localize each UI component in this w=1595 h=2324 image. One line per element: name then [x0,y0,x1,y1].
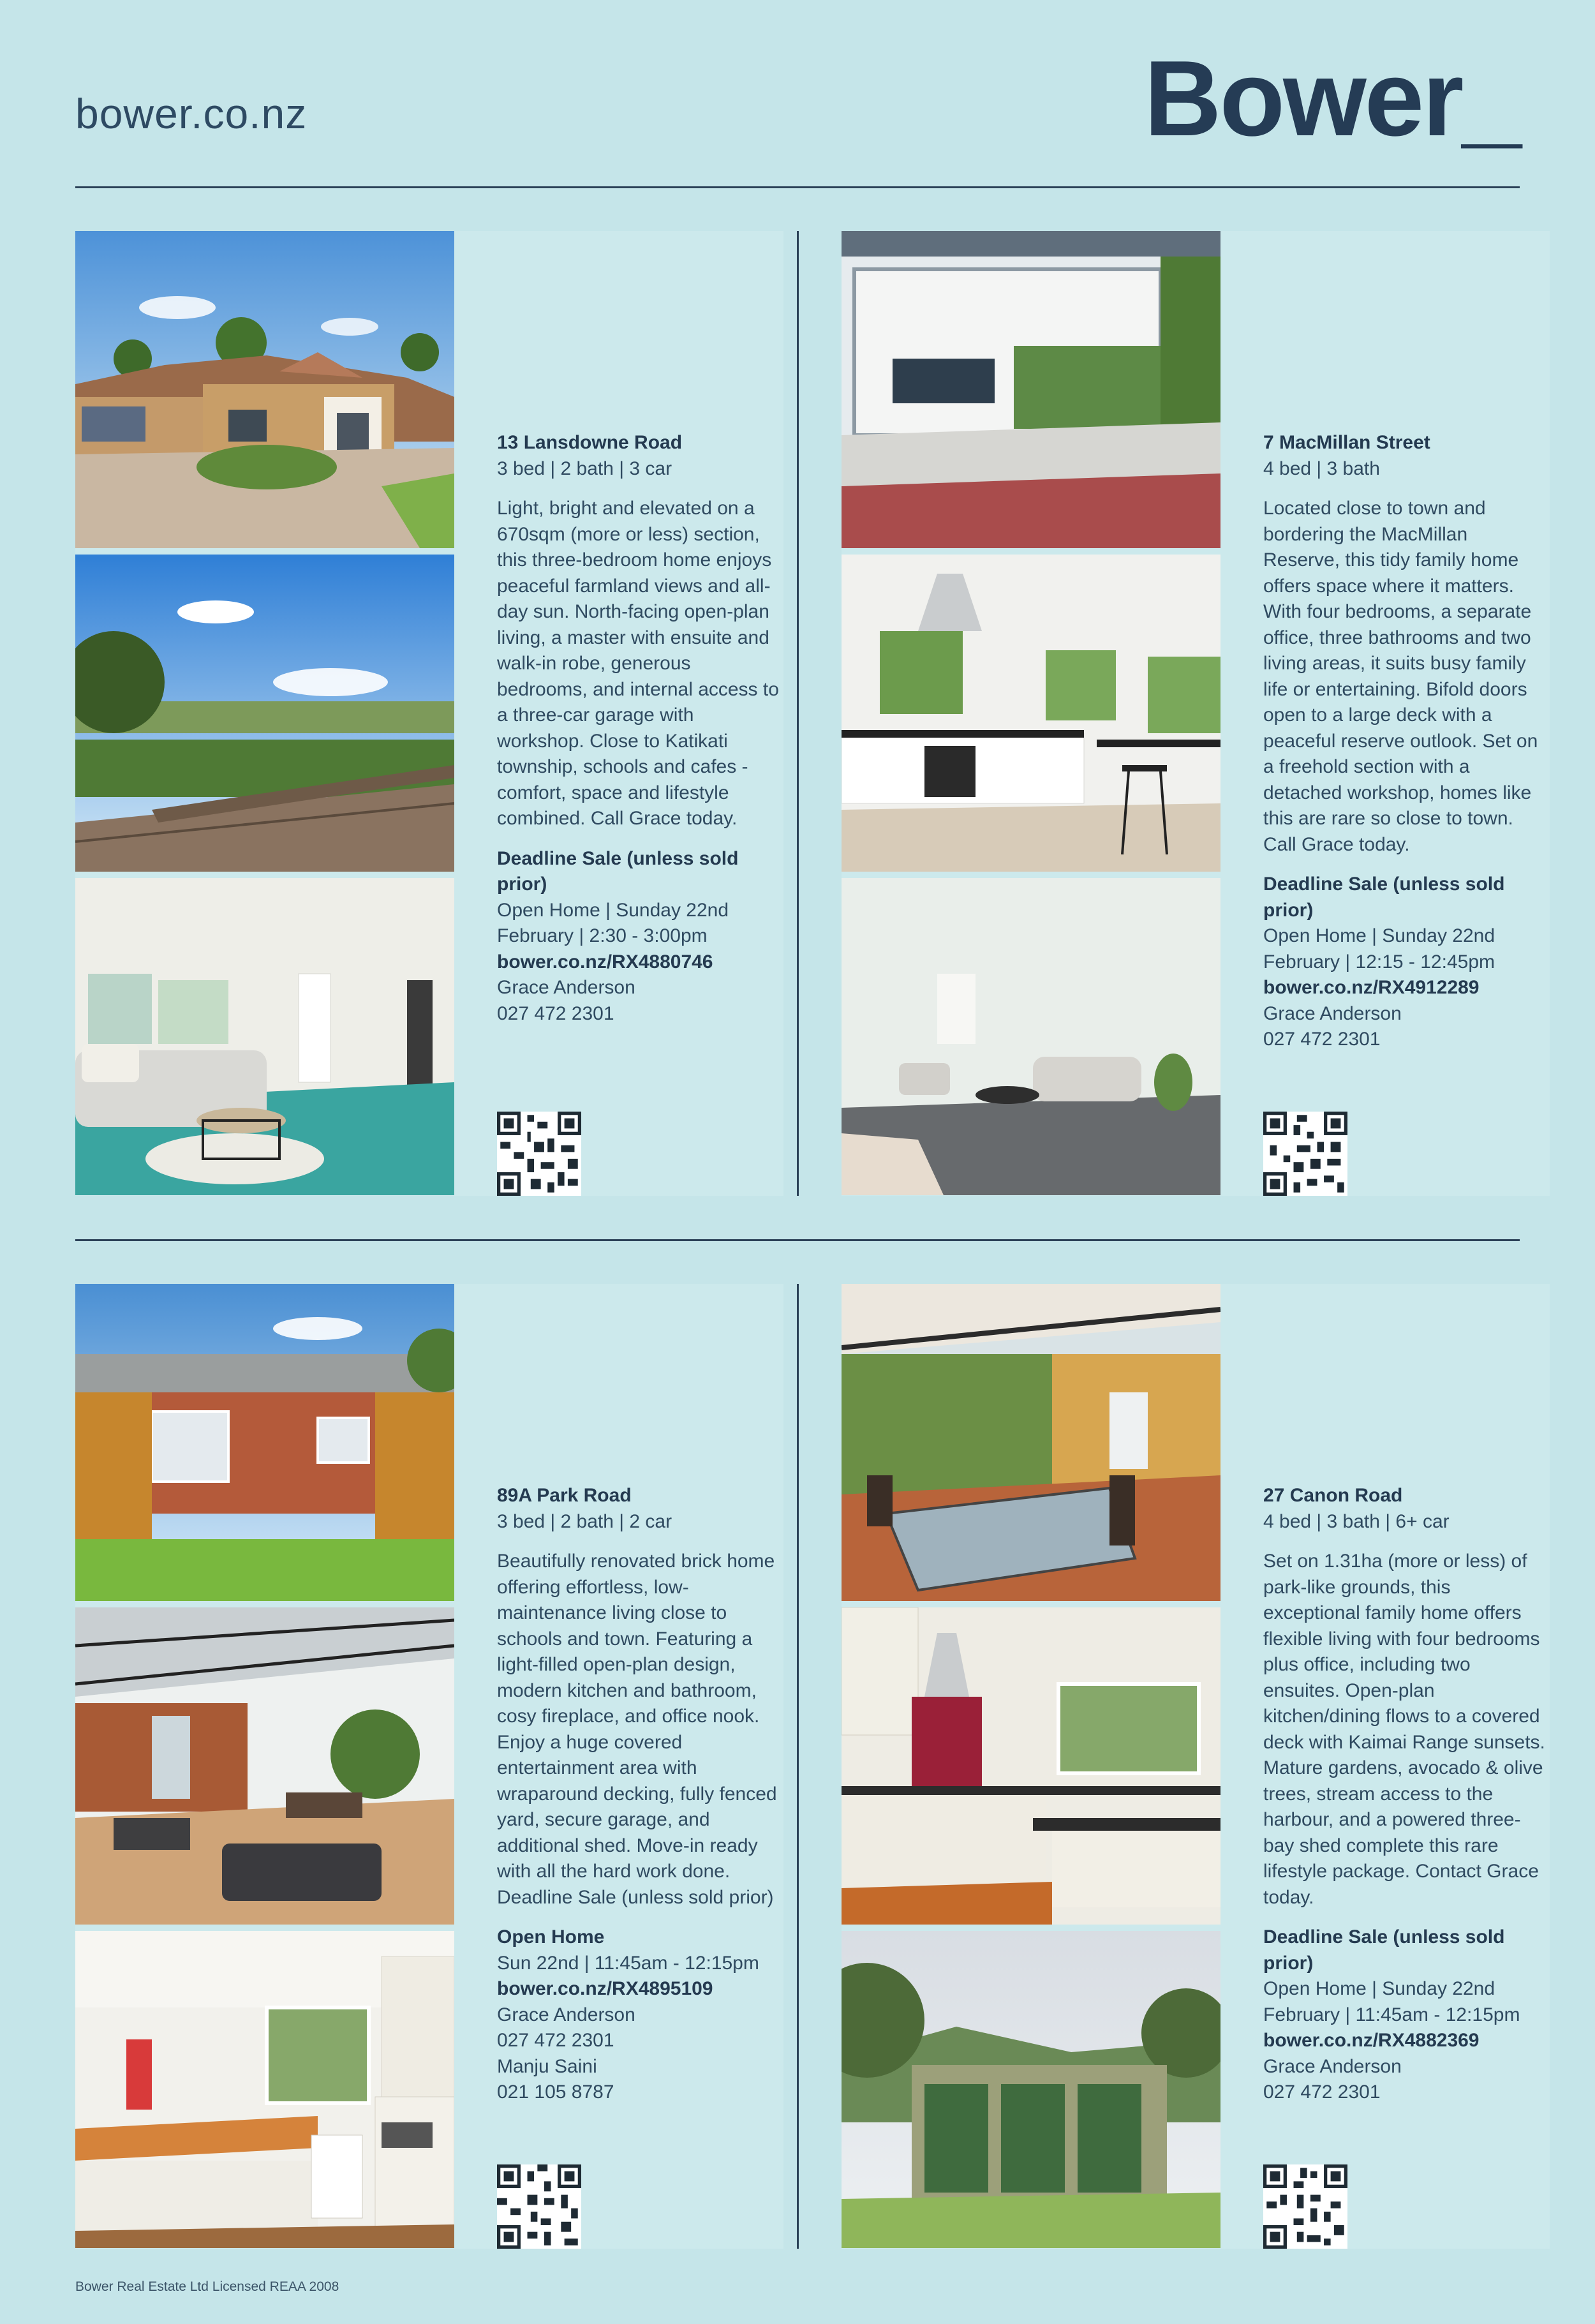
sale-method: Deadline Sale (unless sold prior) [1263,874,1505,921]
listing-address: 7 MacMillan Street [1263,432,1430,453]
agent-name: Grace Anderson [1263,2055,1402,2077]
listing-description: Light, bright and elevated on a 670sqm (more or less) section, this three-bedroom home enjoys peaceful farmland views and all-day sun. North-facing open-plan living, a master with ensuite and walk-in robe, generous bedrooms, and internal access to a three-car garage with workshop. Close to Katikati township, schools and cafes - comfort, space and lifestyle combined. Call Grace today. [497,498,779,829]
open-home: Open Home | Sunday 22nd February | 11:45am - 12:15pm [1263,1978,1520,2025]
sale-method: Deadline Sale (unless sold prior) [497,847,739,895]
listing-info [1263,1483,1547,2106]
agent-name: Grace Anderson [497,977,635,998]
sale-method: Deadline Sale (unless sold prior) [1263,1926,1505,1974]
listing-description: Beautifully renovated brick home offering effortless, low-maintenance living close to schools and town. Featuring a light-filled open-plan design, modern kitchen and bathroom, cosy fireplace, and office nook. Enjoy a huge covered entertainment area with wraparound decking, fully fenced yard, secure garage, and additional shed. Move-in ready with all the hard work done. Deadline Sale (unless sold prior) [497,1551,777,1908]
photo-deck-view[interactable] [75,555,454,872]
photo-lounge[interactable] [842,878,1220,1195]
listing-info [497,1483,781,2106]
listing-address: 27 Canon Road [1263,1485,1403,1506]
listing-card [75,231,797,1196]
photo-kitchen[interactable] [842,555,1220,872]
agent-phone[interactable]: 027 472 2301 [1263,1029,1381,1050]
column-divider-bottom [797,1284,799,2249]
listing-photos [75,1284,454,2254]
qr-code[interactable] [1263,1112,1347,1196]
qr-code[interactable] [497,1112,581,1196]
listing-address: 89A Park Road [497,1485,632,1506]
bower-logo: Bower_ [1144,38,1520,158]
listing-specs: 3 bed | 2 bath | 2 car [497,1510,672,1532]
listing-link[interactable]: bower.co.nz/RX4880746 [497,951,713,972]
photo-house-exterior[interactable] [75,231,454,548]
agent-name: Manju Saini [497,2055,597,2077]
photo-kitchen[interactable] [842,1607,1220,1925]
listing-photos [75,231,454,1202]
listing-specs: 3 bed | 2 bath | 3 car [497,458,672,479]
photo-kitchen[interactable] [75,1931,454,2248]
open-home: Open Home | Sunday 22nd February | 12:15 - 12:45pm [1263,925,1495,972]
listing-link[interactable]: bower.co.nz/RX4882369 [1263,2030,1480,2051]
listing-card [75,1284,797,2249]
qr-code[interactable] [497,2164,581,2249]
top-divider [75,186,1520,188]
listing-card [842,231,1563,1196]
listing-description: Set on 1.31ha (more or less) of park-like grounds, this exceptional family home offers flexible living with four bedrooms plus office, including two ensuites. Open-plan kitchen/dining flows to a covered deck with Kaimai Range sunsets. Mature gardens, avocado & olive trees, stream access to the harbour, and a powered three-bay shed complete this rare lifestyle package. Contact Grace today. [1263,1551,1545,1908]
photo-backyard[interactable] [75,1284,454,1601]
open-home: Sun 22nd | 11:45am - 12:15pm [497,1952,759,1974]
qr-code[interactable] [1263,2164,1347,2249]
photo-open-plan-bifold[interactable] [842,231,1220,548]
listing-link[interactable]: bower.co.nz/RX4912289 [1263,977,1480,998]
listing-info [497,430,781,1027]
listing-link[interactable]: bower.co.nz/RX4895109 [497,1978,713,1999]
listing-specs: 4 bed | 3 bath [1263,458,1380,479]
listing-info [1263,430,1547,1053]
photo-covered-deck-dining[interactable] [842,1284,1220,1601]
photo-three-bay-shed[interactable] [842,1931,1220,2248]
listing-photos [842,231,1220,1202]
listing-card [842,1284,1563,2249]
listing-description: Located close to town and bordering the MacMillan Reserve, this tidy family home offers space where it matters. With four bedrooms, a separate office, three bathrooms and two living areas, it suits busy family life or entertaining. Bifold doors open to a large deck with a peaceful reserve outlook. Set on a freehold section with a detached workshop, homes like this are rare so close to town. Call Grace today. [1263,498,1538,855]
listing-photos [842,1284,1220,2254]
agent-phone[interactable]: 027 472 2301 [497,2030,614,2051]
agent-phone[interactable]: 021 105 8787 [497,2082,614,2103]
open-home: Open Home | Sunday 22nd February | 2:30 - 3:00pm [497,899,729,946]
header-url[interactable]: bower.co.nz [75,90,308,137]
photo-living-room[interactable] [75,878,454,1195]
column-divider-top [797,231,799,1196]
listing-address: 13 Lansdowne Road [497,432,683,453]
listing-specs: 4 bed | 3 bath | 6+ car [1263,1510,1450,1532]
agent-name: Grace Anderson [497,2004,635,2025]
agent-phone[interactable]: 027 472 2301 [1263,2082,1381,2103]
agent-phone[interactable]: 027 472 2301 [497,1002,614,1024]
agent-name: Grace Anderson [1263,1002,1402,1024]
sale-method: Open Home [497,1926,605,1948]
footer-license: Bower Real Estate Ltd Licensed REAA 2008 [75,2279,339,2294]
photo-covered-deck[interactable] [75,1607,454,1925]
middle-divider [75,1239,1520,1241]
